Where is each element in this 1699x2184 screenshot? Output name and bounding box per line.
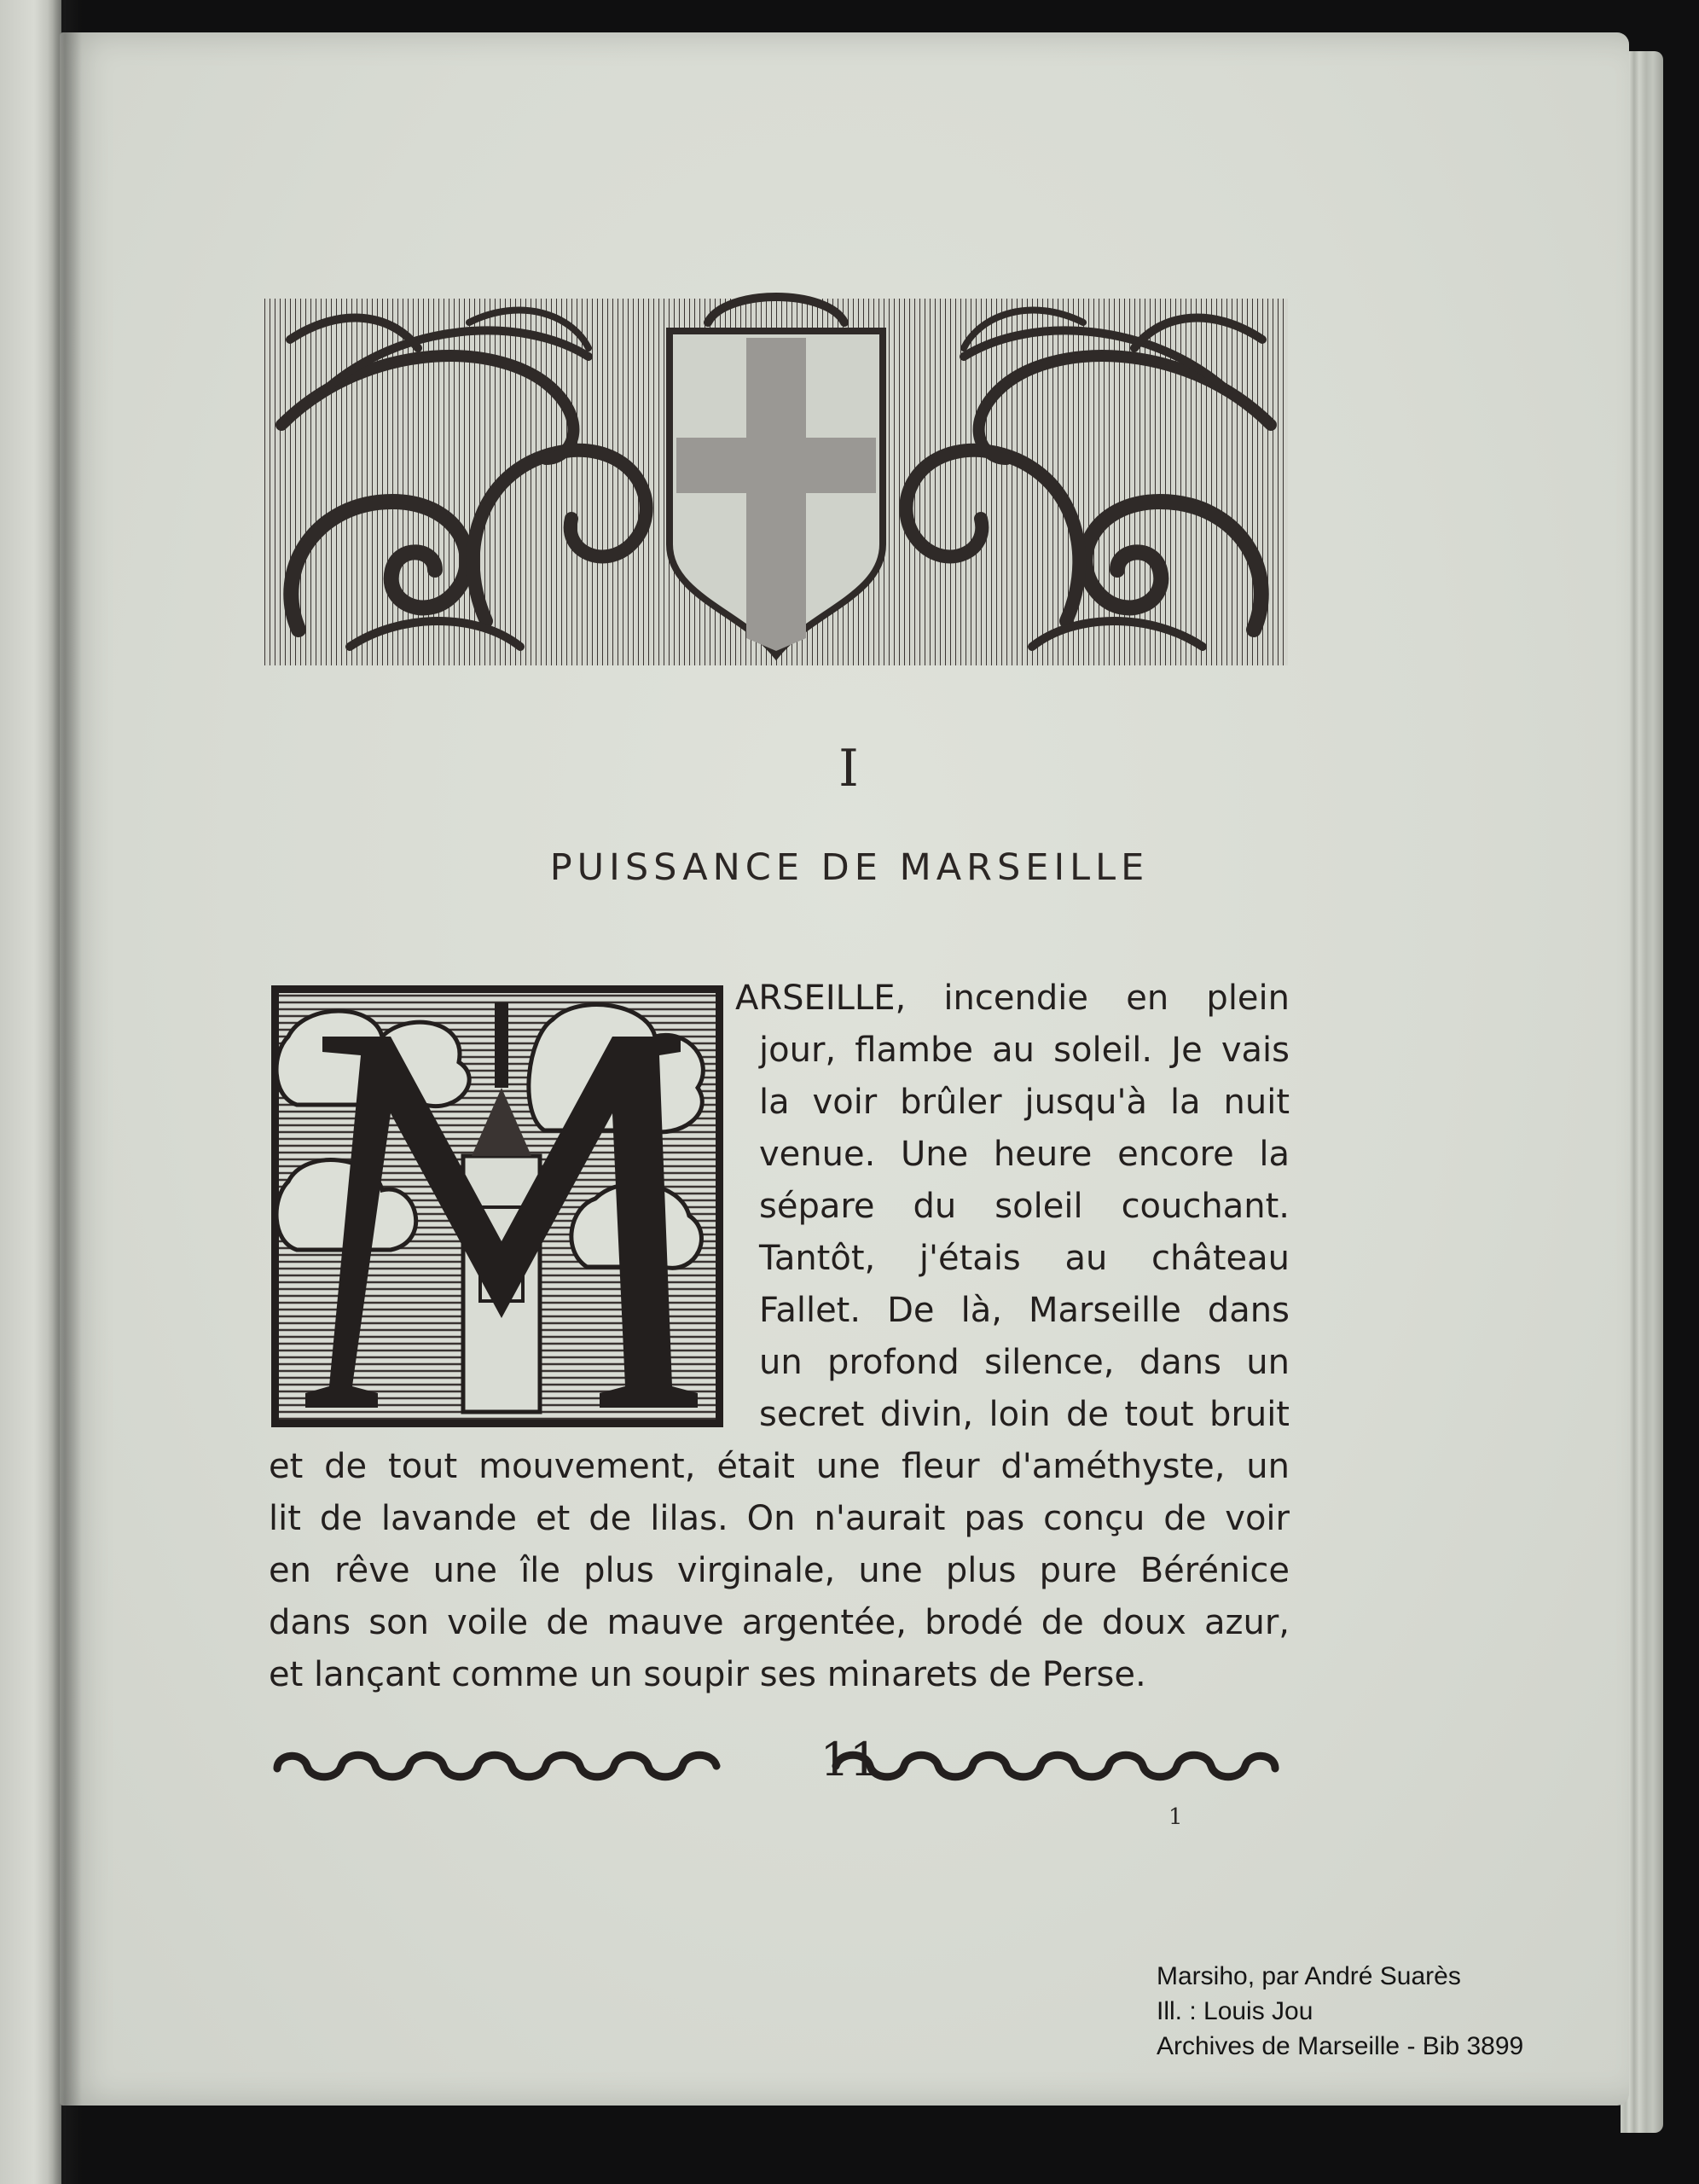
caption-line: Ill. : Louis Jou [1157,1997,1313,2025]
body-line: dans son voile de mauve argentée, brodé de doux azur, [269,1603,1290,1642]
body-line: lit de lavande et de lilas. On n'aurait pas conçu de voir [269,1499,1290,1538]
body-line: un profond silence, dans un [759,1343,1290,1382]
page-number: 11 [820,1733,879,1786]
body-line: et de tout mouvement, était une fleur d'améthyste, un [269,1447,1290,1486]
caption-line: Marsiho, par André Suarès [1157,1962,1461,1990]
body-line: ARSEILLE, incendie en plein [735,979,1290,1018]
body-line: jour, flambe au soleil. Je vais [759,1031,1290,1070]
signature-mark: 1 [1168,1804,1183,1830]
archive-caption [1157,1959,1523,2064]
body-line: sépare du soleil couchant. [759,1187,1290,1226]
body-line: Tantôt, j'étais au château [759,1239,1290,1278]
body-line: Fallet. De là, Marseille dans [759,1291,1290,1330]
body-line: la voir brûler jusqu'à la nuit [759,1083,1290,1122]
body-line: secret divin, loin de tout bruit [759,1395,1290,1434]
body-line: et lançant comme un soupir ses minarets de Perse. [269,1655,1146,1694]
body-line: en rêve une île plus virginale, une plus pure Bérénice [269,1551,1290,1590]
chapter-title: PUISSANCE DE MARSEILLE [549,846,1150,889]
chapter-number: I [838,739,861,799]
body-line: venue. Une heure encore la [759,1135,1290,1174]
caption-line: Archives de Marseille - Bib 3899 [1157,2032,1524,2060]
